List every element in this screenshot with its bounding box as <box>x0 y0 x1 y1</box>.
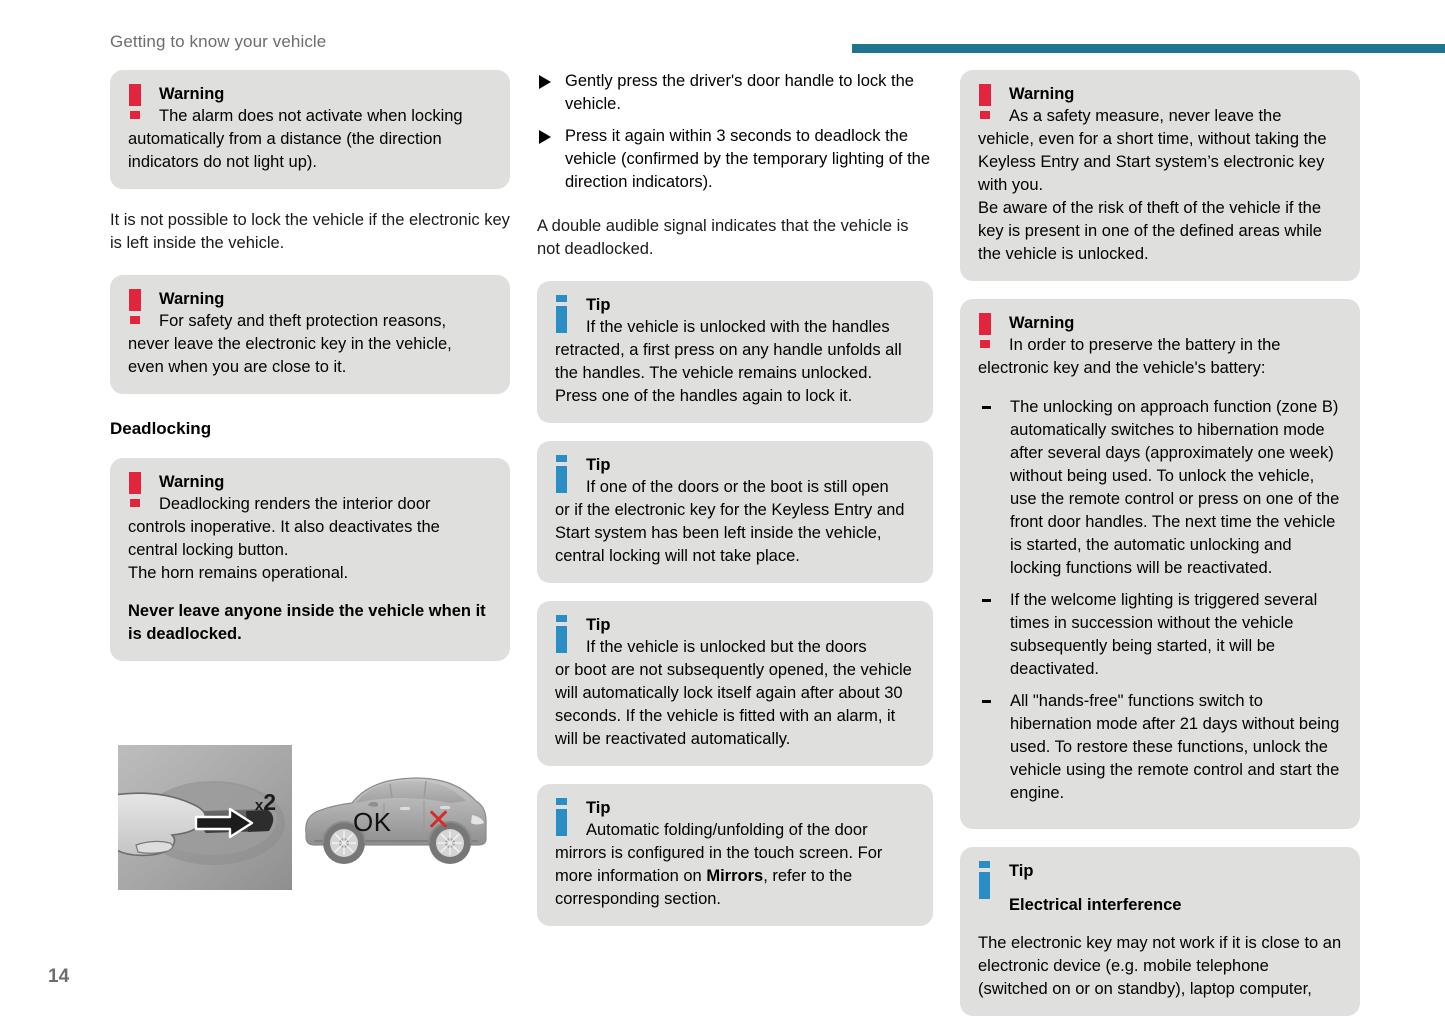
warning-icon <box>128 84 142 120</box>
warning-box-safety-measure <box>960 70 1360 281</box>
tip-box-electrical-interference <box>960 847 1360 1016</box>
battery-bullet-list <box>978 396 1342 805</box>
right-column <box>960 70 1360 1016</box>
callout-text: electronic key and the vehicle's battery: <box>978 359 1266 377</box>
callout-text-theft: Be aware of the risk of theft of the vehicle if the key is present in one of the defined areas while the vehicle is unlocked. <box>978 199 1322 263</box>
tip-box-handles <box>537 281 933 423</box>
car-svg <box>300 763 490 871</box>
middle-column <box>537 70 933 926</box>
mirrors-text-a: mirrors is configured in the touch screen. For more information on <box>555 844 883 885</box>
callout-bold-note: Never leave anyone inside the vehicle when it is deadlocked. <box>128 602 486 643</box>
ok-label: OK <box>353 807 392 837</box>
callout-text: automatically from a distance (the direction indicators do not light up). <box>128 130 442 171</box>
page-title: Getting to know your vehicle <box>110 32 327 51</box>
info-icon <box>978 861 992 899</box>
callout-heading: Warning <box>159 290 225 308</box>
list-item: The unlocking on approach function (zone B) automatically switches to hibernation mode after several days (approximately one week) without being used. To unlock the vehicle, use the remote control or press on one of the front door handles. The next time the vehicle is started, the automatic unlocking and locking functions will be reactivated. <box>978 396 1342 580</box>
callout-heading: Tip <box>586 616 611 634</box>
dash-bullet-icon <box>982 599 991 602</box>
list-item: Press it again within 3 seconds to deadlock the vehicle (confirmed by the temporary lighting of the direction indicators). <box>537 125 933 194</box>
callout-heading: Tip <box>586 799 611 817</box>
cross-label: ✕ <box>426 804 452 837</box>
warning-icon <box>978 313 992 349</box>
warning-box-key <box>110 275 510 394</box>
dash-bullet-icon <box>982 406 991 409</box>
callout-first-line: If one of the doors or the boot is still open <box>586 478 889 496</box>
hand-pressing-handle-image <box>118 745 292 890</box>
callout-first-line: Deadlocking renders the interior door <box>159 495 431 513</box>
callout-text: or boot are not subsequently opened, the vehicle will automatically lock itself again after about 30 seconds. If the vehicle is fitted with an alarm, it will be reactivated automatically. <box>555 661 912 748</box>
callout-first-line: As a safety measure, never leave the <box>1009 107 1282 125</box>
mirrors-term: Mirrors <box>706 867 764 885</box>
triangle-bullet-icon <box>539 75 551 89</box>
callout-first-line: Automatic folding/unfolding of the door <box>586 821 868 839</box>
triangle-bullet-icon <box>539 130 551 144</box>
tip-box-auto-relock <box>537 601 933 766</box>
warning-box-battery <box>960 299 1360 829</box>
left-column <box>110 70 510 895</box>
list-item: Gently press the driver's door handle to lock the vehicle. <box>537 70 933 116</box>
callout-heading: Warning <box>1009 85 1075 103</box>
callout-text: The electronic key may not work if it is close to an electronic device (e.g. mobile telephone (switched on or on standby), laptop computer, <box>978 934 1342 998</box>
callout-text <box>555 842 915 911</box>
callout-heading: Tip <box>586 296 611 314</box>
mirrors-text-b: , refer to the corresponding section. <box>555 867 853 908</box>
info-icon <box>555 455 569 493</box>
tip-box-mirrors <box>537 784 933 926</box>
press-twice-label: x2 <box>254 789 276 815</box>
handle-svg <box>118 745 292 890</box>
warning-box-deadlocking <box>110 458 510 661</box>
callout-heading: Warning <box>1009 314 1075 332</box>
page-number: 14 <box>48 966 70 987</box>
callout-first-line: If the vehicle is unlocked but the doors <box>586 638 867 656</box>
callout-text: controls inoperative. It also deactivates the central locking button. <box>128 518 440 559</box>
callout-first-line: In order to preserve the battery in the <box>1009 336 1281 354</box>
callout-heading: Warning <box>159 85 225 103</box>
paragraph-double-signal: A double audible signal indicates that the vehicle is not deadlocked. <box>537 217 909 258</box>
header-accent-rule <box>852 44 1445 53</box>
locking-steps-list <box>537 70 933 194</box>
info-icon <box>555 295 569 333</box>
list-item: All "hands-free" functions switch to hibernation mode after 21 days without being used. To restore these functions, unlock the vehicle using the remote control and start the engine. <box>978 690 1342 805</box>
page-header <box>0 0 1445 62</box>
callout-text-horn: The horn remains operational. <box>128 564 349 582</box>
callout-heading: Tip <box>1009 862 1034 880</box>
subheading-deadlocking: Deadlocking <box>110 419 212 438</box>
callout-text: never leave the electronic key in the vehicle, even when you are close to it. <box>128 335 452 376</box>
callout-heading: Tip <box>586 456 611 474</box>
callout-first-line: The alarm does not activate when locking <box>159 107 463 125</box>
door-handle-illustration <box>110 745 490 895</box>
callout-text: retracted, a first press on any handle unfolds all the handles. The vehicle remains unlocked. <box>555 341 902 382</box>
warning-icon <box>128 472 142 508</box>
callout-text: vehicle, even for a short time, without taking the Keyless Entry and Start system’s electronic key with you. <box>978 130 1327 194</box>
warning-box-alarm <box>110 70 510 189</box>
callout-first-line: For safety and theft protection reasons, <box>159 312 447 330</box>
info-icon <box>555 615 569 653</box>
callout-heading: Warning <box>159 473 225 491</box>
list-item: If the welcome lighting is triggered several times in succession without the vehicle subsequently being started, it will be deactivated. <box>978 589 1342 681</box>
warning-icon <box>978 84 992 120</box>
warning-icon <box>128 289 142 325</box>
paragraph-lock-not-possible: It is not possible to lock the vehicle if the electronic key is left inside the vehicle. <box>110 211 510 252</box>
callout-text: or if the electronic key for the Keyless Entry and Start system has been left inside the vehicle, central locking will not take place. <box>555 501 905 565</box>
callout-subheading: Electrical interference <box>1009 896 1182 914</box>
tip-box-doors-open <box>537 441 933 583</box>
vehicle-side-view-image <box>300 763 490 871</box>
callout-first-line: If the vehicle is unlocked with the handles <box>586 318 890 336</box>
callout-text-extra: Press one of the handles again to lock it. <box>555 387 853 405</box>
dash-bullet-icon <box>982 700 991 703</box>
info-icon <box>555 798 569 836</box>
